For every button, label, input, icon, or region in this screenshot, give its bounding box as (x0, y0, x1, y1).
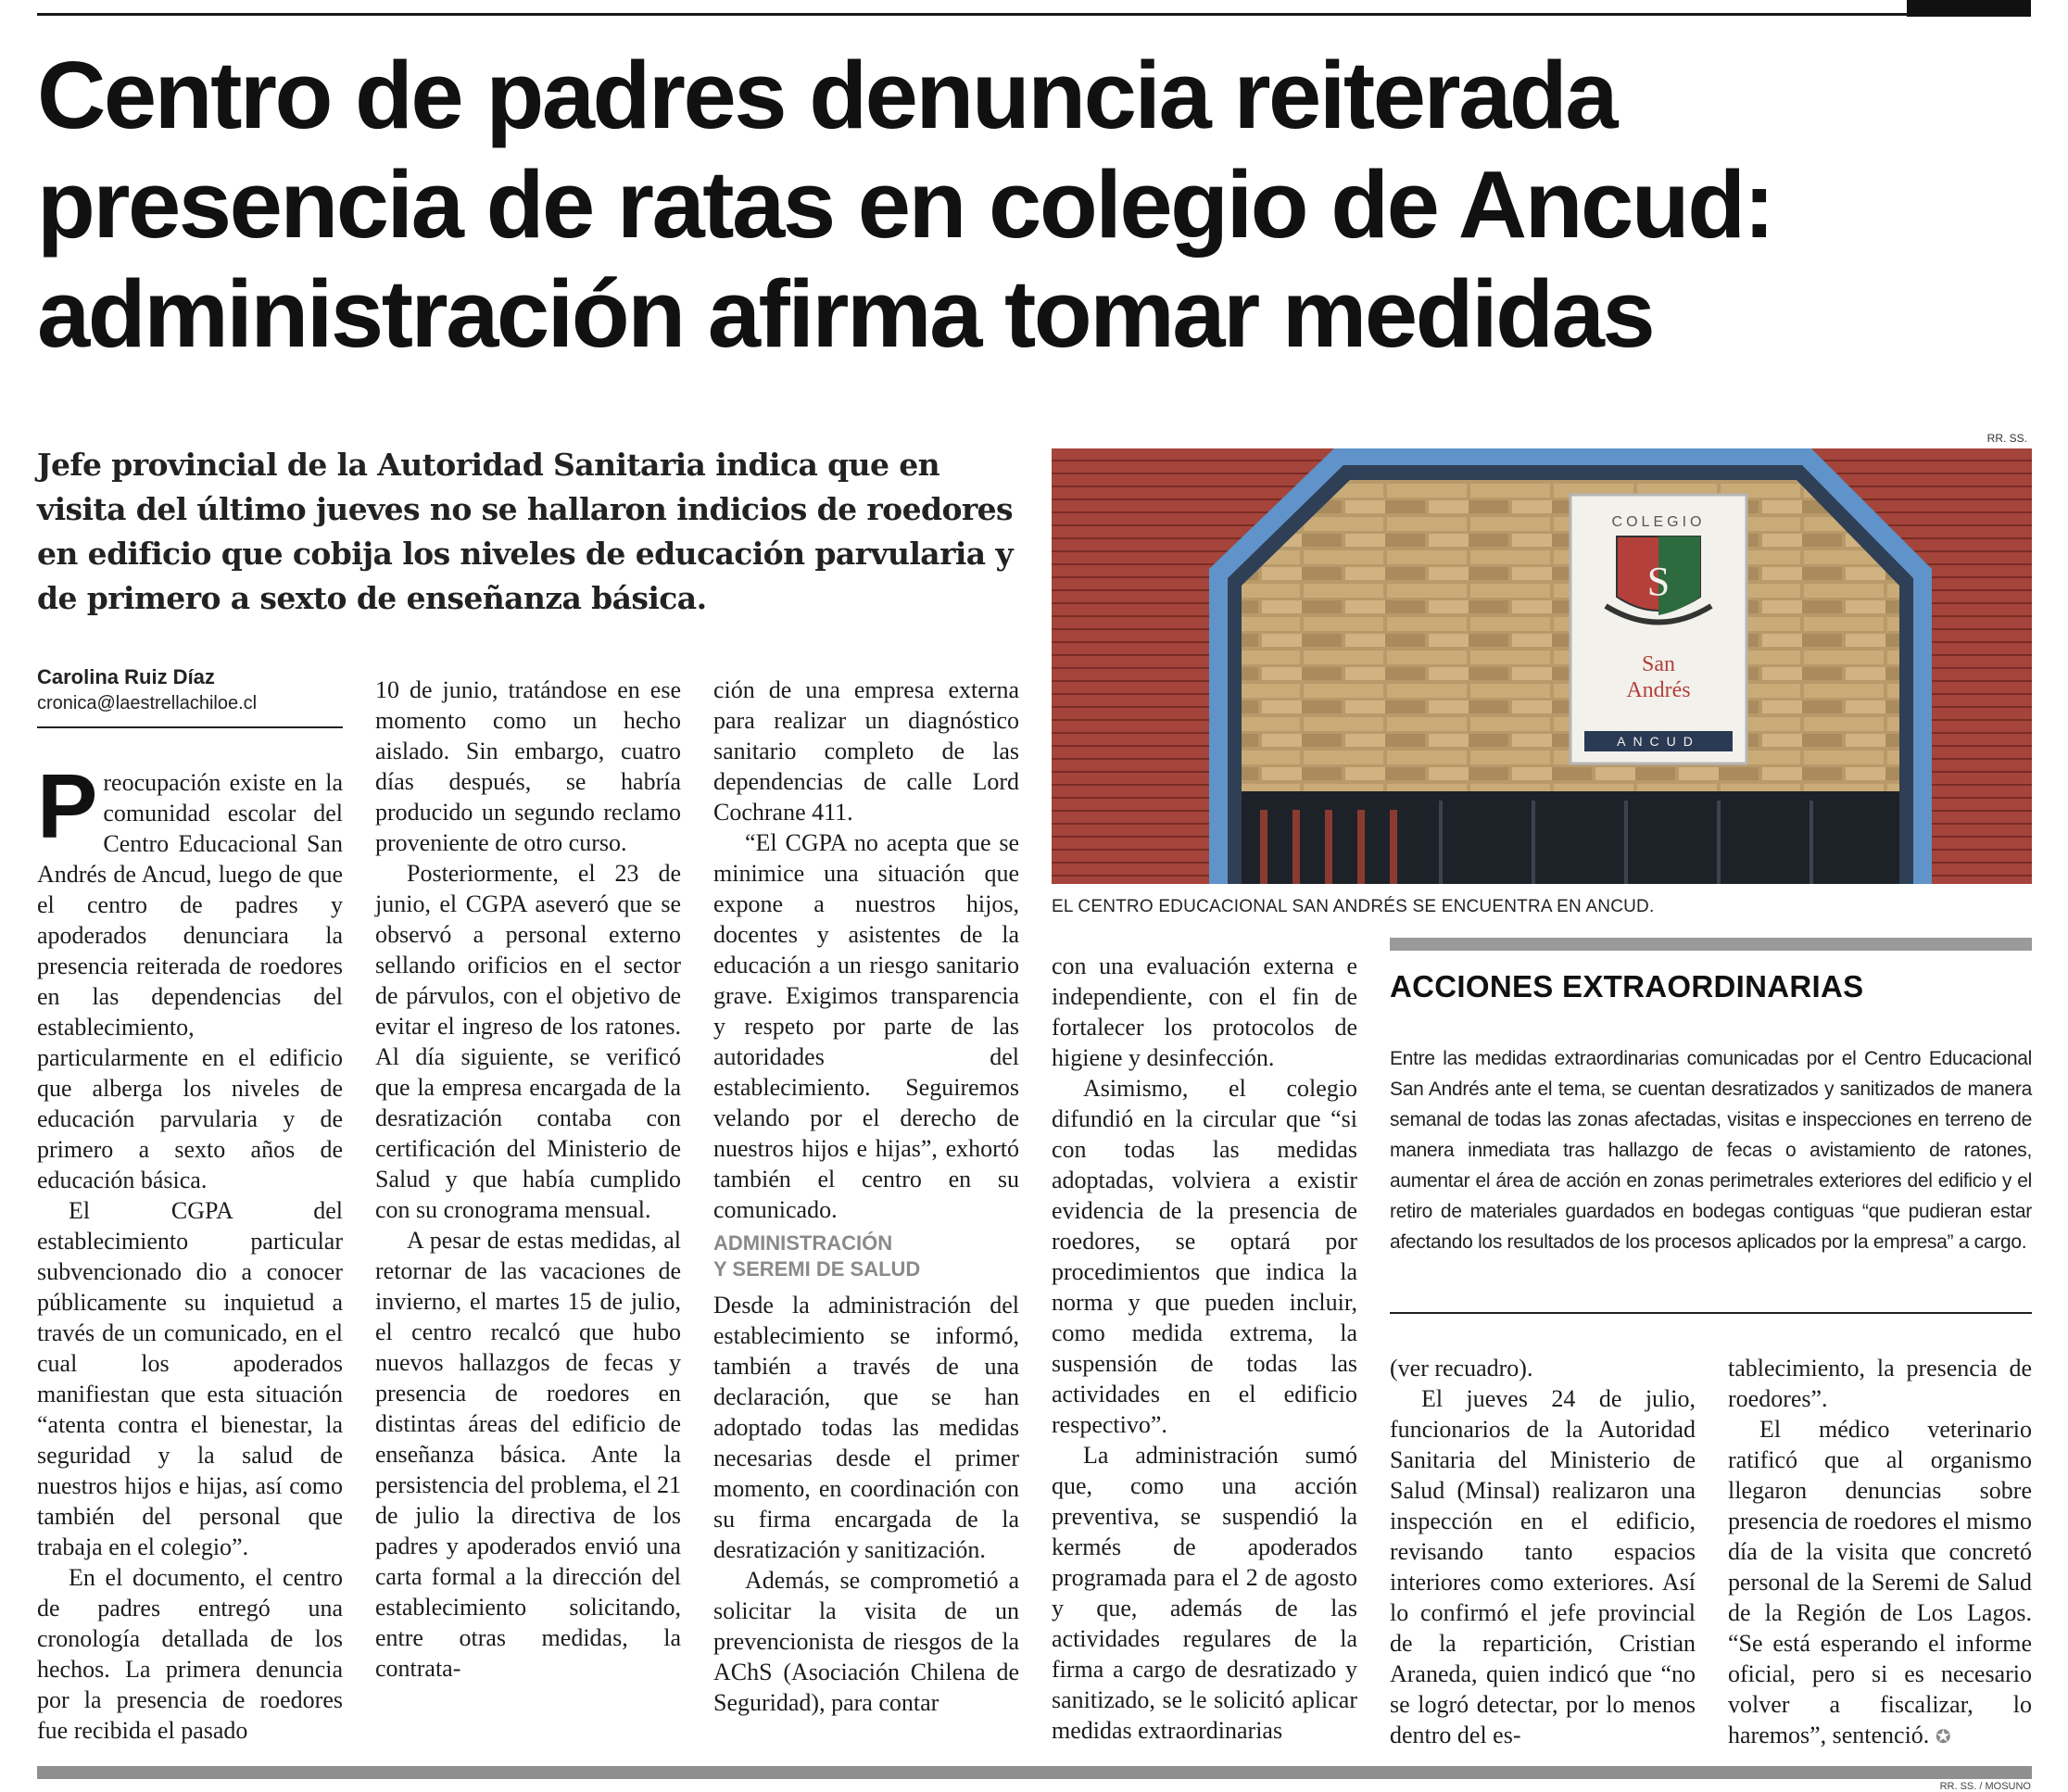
sign-top-text: COLEGIO (1611, 514, 1706, 530)
article-column-3 (713, 675, 1019, 1718)
author-email: cronica@laestrellachiloe.cl (37, 693, 258, 713)
author-name: Carolina Ruiz Díaz (37, 665, 215, 688)
paragraph: A pesar de estas medidas, al retornar de las vacaciones de invierno, el martes 15 de julio, el centro recalcó que hubo nuevos hallazgos de fecas y presencia de roedores en distintas áreas del edificio de enseñanza básica. Ante la persistencia del problema, el 21 de julio la directiva de los padres y apoderados envió una carta formal a la dirección del establecimiento solicitando, entre otras medidas, la contrata- (375, 1227, 681, 1682)
paragraph: con una evaluación externa e independiente, con el fin de fortalecer los protocolos de higiene y desinfección. (1052, 953, 1357, 1071)
paragraph: Posteriormente, el 23 de junio, el CGPA aseveró que se observó a personal externo sellando orificios en el sector de párvulos, con el objetivo de evitar el ingreso de los ratones. Al día siguiente, se verificó que la empresa encargada de la desratización contaba con certificación del Ministerio de Salud y que había cumplido con su cronograma mensual. (375, 860, 681, 1223)
sidebar-box-title: ACCIONES EXTRAORDINARIAS (1390, 969, 1864, 1003)
paragraph: El CGPA del establecimiento particular subvencionado dio a conocer públicamente su inquietud a través de un comunicado, en el cual los apoderados manifiestan que esta situación “atenta contra el bienestar, la seguridad y la salud de nuestros hijos e hijas, así como también del personal que trabaja en el colegio”. (37, 1197, 343, 1560)
paragraph: 10 de junio, tratándose en ese momento como un hecho aislado. Sin embargo, cuatro días después, se habría producido un segundo reclamo proveniente de otro curso. (375, 676, 681, 856)
sidebar-box-bar (1390, 938, 2032, 951)
drop-cap: P (37, 755, 98, 857)
paragraph: Preocupación existe en la comunidad escolar del Centro Educacional San Andrés de Ancud, luego de que el centro de padres y apoderados denunciara la presencia reiterada de roedores en las dependencias del establecimiento, particularmente en el edificio que alberga los niveles de educación parvularia y de primero a sexto años de educación básica. (37, 755, 343, 1193)
paragraph: “El CGPA no acepta que se minimice una situación que expone a nuestros hijos, docentes y asistentes de la educación a un riesgo sanitario grave. Exigimos transparencia y respeto por parte de las autoridades del establecimiento. Seguiremos velando por el derecho de nuestros hijos e hijas”, exhortó también el centro en su comunicado. (713, 829, 1019, 1223)
article-column-2 (375, 675, 681, 1684)
end-mark-icon: ✪ (1935, 1725, 1951, 1748)
photo-credit: RR. SS. (1986, 432, 2027, 445)
headline-line-2: presencia de ratas en colegio de Ancud: (37, 151, 1773, 258)
school-photo (1052, 448, 2032, 884)
article-column-6 (1728, 1353, 2032, 1752)
paragraph: ción de una empresa externa para realizar un diagnóstico sanitario completo de las dependencias de calle Lord Cochrane 411. (713, 676, 1019, 826)
section-subhead: ADMINISTRACIÓN Y SEREMI DE SALUD (713, 1231, 921, 1281)
top-corner-block (1907, 0, 2031, 17)
headline-line-1: Centro de padres denuncia reiterada (37, 42, 1617, 148)
sign-bottom-text: ANCUD (1617, 734, 1700, 749)
svg-text:S: S (1646, 559, 1671, 604)
school-sign (1570, 495, 1746, 763)
sidebar-box-rule (1390, 1312, 2032, 1314)
paragraph: (ver recuadro). (1390, 1355, 1533, 1382)
paragraph: Además, se comprometió a solicitar la visita de un prevencionista de riesgos de la AChS (Asociación Chilena de Seguridad), para contar (713, 1567, 1019, 1716)
article-column-5 (1390, 1353, 1696, 1750)
sign-name-1: San (1642, 652, 1675, 676)
article-column-1 (37, 755, 343, 1746)
headline-line-3: administración afirma tomar medidas (37, 260, 1654, 367)
paragraph: La administración sumó que, como una acción preventiva, se suspendió la kermés de apoderados programada para el 2 de agosto y que, además de las actividades regulares de la firma a cargo de desratizado y sanitizado, se le solicitó aplicar medidas extraordinarias (1052, 1442, 1357, 1744)
top-rule (37, 13, 1927, 16)
headline (37, 41, 2048, 369)
sidebar-box-text: Entre las medidas extraordinarias comunicadas por el Centro Educacional San Andrés ante el tema, se cuentan desratizados y sanitizados de manera semanal de todas las zonas afectadas, visitas e inspecciones en terreno de manera inmediata tras hallazgo de fecas o avistamiento de ratones, aumentar el área de acción en zonas perimetrales exteriores del edificio y el retiro de materiales guardados en bodegas contiguas “que pudieran estar afectando los resultados de los procesos aplicados por la empresa” a cargo. (1390, 1048, 2032, 1253)
photo-caption: EL CENTRO EDUCACIONAL SAN ANDRÉS SE ENCUENTRA EN ANCUD. (1052, 897, 1655, 916)
paragraph: Desde la administración del establecimiento se informó, también a través de una declaración, que se han adoptado todas las medidas necesarias desde el primer momento, en coordinación con su firma encargada de la desratización y sanitización. (713, 1292, 1019, 1563)
paragraph: En el documento, el centro de padres entregó una cronología detallada de los hechos. La primera denuncia por la presencia de roedores fue recibida el pasado (37, 1564, 343, 1744)
bottom-rule (37, 1766, 2032, 1779)
paragraph: El jueves 24 de julio, funcionarios de la Autoridad Sanitaria del Ministerio de Salud (Minsal) realizaron una inspección en el edificio, revisando tanto espacios interiores como exteriores. Así lo confirmó el jefe provincial de la repartición, Cristian Araneda, quien indicó que “no se logró detectar, por lo menos dentro del es- (1390, 1385, 1696, 1748)
sign-name-2: Andrés (1626, 678, 1691, 702)
byline-rule (37, 726, 343, 728)
paragraph: El médico veterinario ratificó que al organismo llegaron denuncias sobre presencia de roedores el mismo día de la visita que concretó personal de la Seremi de Salud de la Región de Los Lagos. “Se está esperando el informe oficial, pero si es necesario volver a fiscalizar, lo haremos”, sentenció. ✪ (1728, 1416, 2032, 1748)
school-building-illustration (1052, 448, 2032, 884)
deck-subtitle: Jefe provincial de la Autoridad Sanitaria indica que en visita del último jueves no se hallaron indicios de roedores en edificio que cobija los niveles de educación parvularia y de primero a sexto de enseñanza básica. (37, 447, 1014, 616)
footer-credit: RR. SS. / MOSUNO (1939, 1781, 2031, 1792)
paragraph: Asimismo, el colegio difundió en la circular que “si con todas las medidas adoptadas, volviera a existir evidencia de la presencia de roedores, se optará por procedimientos que indica la norma y que pueden incluir, como medida extrema, la suspensión de todas las actividades en el edificio respectivo”. (1052, 1075, 1357, 1438)
byline (37, 665, 343, 714)
paragraph: tablecimiento, la presencia de roedores”. (1728, 1355, 2032, 1412)
article-column-4 (1052, 951, 1357, 1746)
